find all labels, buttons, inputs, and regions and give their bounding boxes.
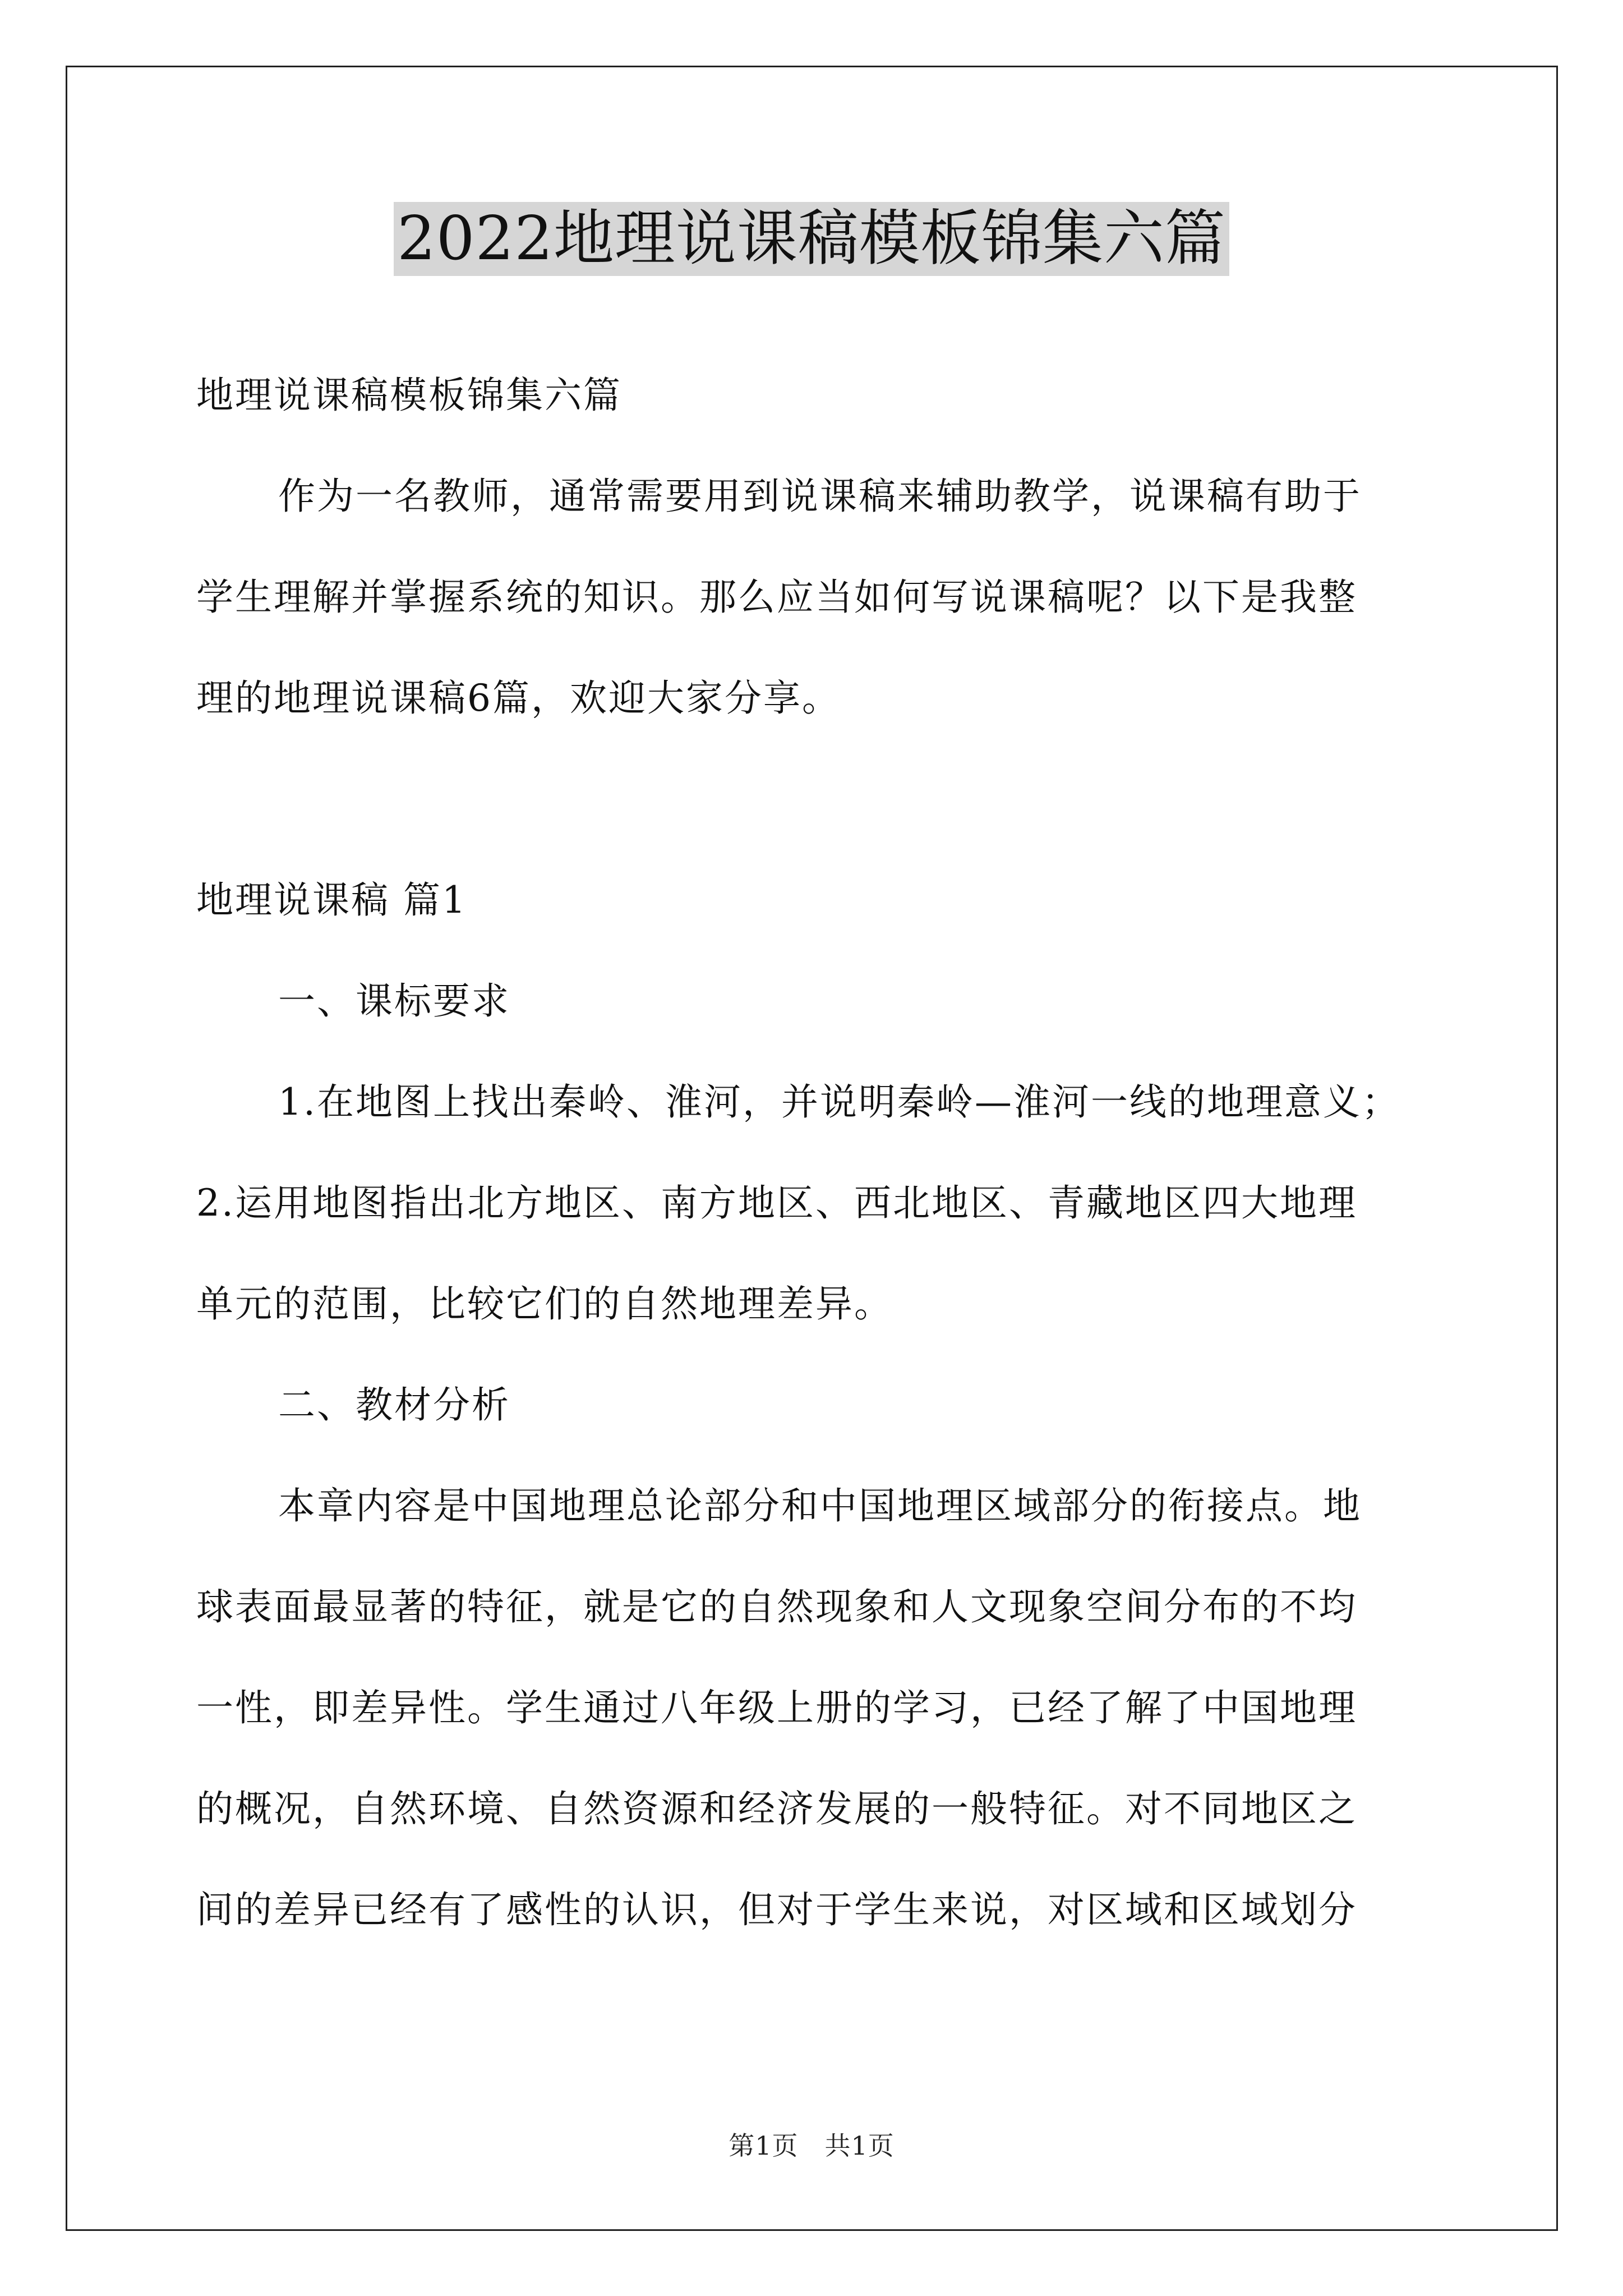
part2-line: 的概况，自然环境、自然资源和经济发展的一般特征。对不同地区之 bbox=[196, 1787, 1357, 1830]
part1-line: 2.运用地图指出北方地区、南方地区、西北地区、青藏地区四大地理 bbox=[196, 1181, 1357, 1225]
part2-line: 间的差异已经有了感性的认识，但对于学生来说，对区域和区域划分 bbox=[196, 1888, 1357, 1931]
part1-line: 1.在地图上找出秦岭、淮河，并说明秦岭—淮河一线的地理意义； bbox=[278, 1080, 1400, 1124]
intro-line: 理的地理说课稿6篇，欢迎大家分享。 bbox=[196, 677, 841, 720]
part1-heading: 一、课标要求 bbox=[278, 979, 510, 1023]
title-block bbox=[0, 202, 1623, 276]
intro-line: 作为一名教师，通常需要用到说课稿来辅助教学，说课稿有助于 bbox=[278, 475, 1362, 518]
document-subtitle: 地理说课稿模板锦集六篇 bbox=[196, 374, 622, 417]
document-body bbox=[196, 345, 1438, 1961]
part2-line: 一性，即差异性。学生通过八年级上册的学习，已经了解了中国地理 bbox=[196, 1686, 1357, 1729]
page-footer: 第1页 共1页 bbox=[728, 2131, 895, 2161]
part2-line: 球表面最显著的特征，就是它的自然现象和人文现象空间分布的不均 bbox=[196, 1585, 1357, 1628]
intro-line: 学生理解并掌握系统的知识。那么应当如何写说课稿呢？以下是我整 bbox=[196, 576, 1357, 619]
section-heading: 地理说课稿 篇1 bbox=[196, 878, 467, 922]
part2-heading: 二、教材分析 bbox=[278, 1383, 510, 1427]
document-title: 2022地理说课稿模板锦集六篇 bbox=[394, 202, 1229, 276]
paragraph-gap bbox=[196, 749, 1438, 850]
part2-line: 本章内容是中国地理总论部分和中国地理区域部分的衔接点。地 bbox=[278, 1484, 1362, 1527]
part1-line: 单元的范围，比较它们的自然地理差异。 bbox=[196, 1282, 893, 1326]
